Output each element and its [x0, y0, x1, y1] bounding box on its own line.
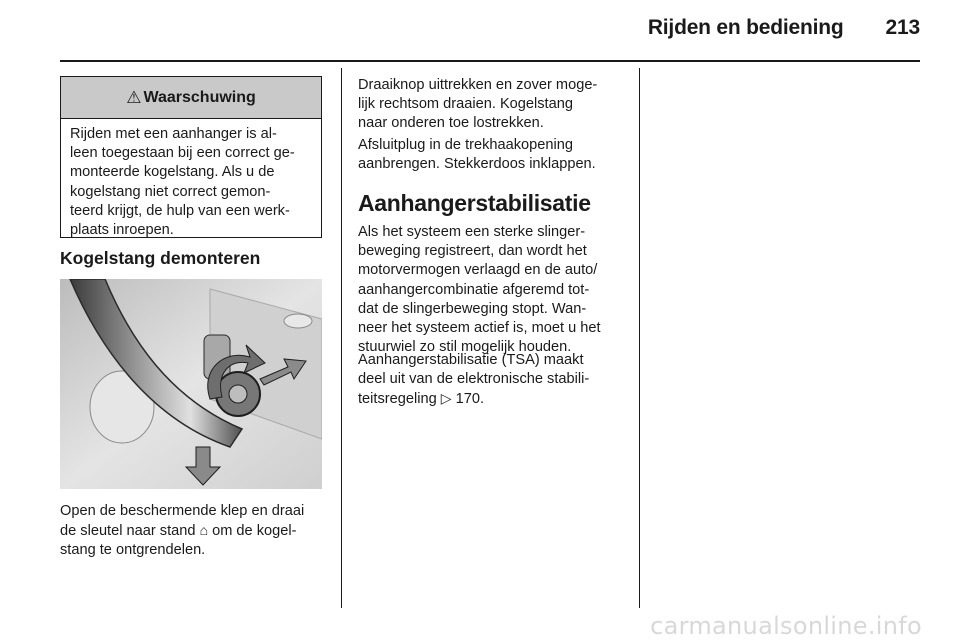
paragraph-tsa-description: [358, 223, 630, 357]
warning-line: teerd krijgt, de hulp van een werk-: [70, 202, 290, 219]
caption-line: om de kogel-: [212, 523, 297, 540]
caption-line: de sleutel naar stand: [60, 523, 196, 540]
text-line: lijk rechtsom draaien. Kogelstang: [358, 96, 573, 113]
text-line: Als het systeem een sterke slinger-: [358, 224, 586, 240]
caption-line: stang te ontgrendelen.: [60, 542, 206, 559]
page-reference-icon: ▷: [440, 390, 452, 407]
text-line: neer het systeem actief is, moet u het: [358, 320, 601, 337]
warning-line: kogelstang niet correct gemon-: [70, 183, 271, 200]
paragraph-knob: [358, 76, 630, 134]
text-fragment: teitsregeling: [358, 391, 437, 408]
header-rule: [60, 60, 920, 62]
towbar-illustration-svg: [60, 279, 322, 489]
text-line: beweging registreert, dan wordt het: [358, 243, 587, 260]
text-line: motorvermogen verlaagd en de auto/: [358, 262, 598, 279]
caption-paragraph: [60, 502, 342, 561]
unlock-key-icon: ⌂: [199, 522, 209, 539]
paragraph-plug: [358, 136, 630, 174]
section-heading-trailer-stability: Aanhangerstabilisatie: [358, 190, 591, 216]
text-line: dat de slingerbeweging stopt. Wan-: [358, 300, 587, 317]
text-line: Afsluitplug in de trekhaakopening: [358, 137, 574, 153]
text-line: Draaiknop uittrekken en zover moge-: [358, 77, 598, 93]
warning-line: Rijden met een aanhanger is al-: [70, 126, 277, 142]
knob-center: [229, 385, 247, 403]
text-line: deel uit van de elektronische stabili-: [358, 371, 590, 388]
page-header: [648, 16, 920, 40]
watermark: carmanualsonline.info: [650, 612, 922, 640]
warning-triangle-icon: ⚠: [126, 87, 142, 107]
warning-header: [61, 77, 321, 119]
column-divider-2: [639, 68, 640, 608]
text-line: Aanhangerstabilisatie (TSA) maakt: [358, 352, 584, 368]
warning-text: [61, 119, 321, 240]
text-line-ref: [358, 389, 630, 409]
paragraph-tsa-part-of: [358, 351, 630, 410]
text-line: aanbrengen. Stekkerdoos inklappen.: [358, 156, 596, 173]
towbar-unlock-illustration: [60, 279, 322, 489]
page-number: 213: [885, 16, 920, 39]
text-line: naar onderen toe lostrekken.: [358, 115, 544, 132]
header-title: Rijden en bediening: [647, 16, 844, 39]
warning-title: Waarschuwing: [143, 88, 256, 106]
warning-box: [60, 76, 322, 238]
warning-line: leen toegestaan bij een correct ge-: [70, 145, 295, 162]
text-line: aanhangercombinatie afgeremd tot-: [358, 281, 590, 298]
warning-line: monteerde kogelstang. Als u de: [70, 164, 275, 181]
section-heading-remove-towbar: Kogelstang demonteren: [60, 248, 261, 268]
page-reference-link[interactable]: 170.: [455, 391, 485, 408]
warning-line: plaats inroepen.: [70, 222, 174, 239]
caption-line: Open de beschermende klep en draai: [60, 503, 305, 519]
text-line: stuurwiel zo stil mogelijk houden.: [358, 339, 572, 356]
bolt-head: [284, 314, 312, 328]
